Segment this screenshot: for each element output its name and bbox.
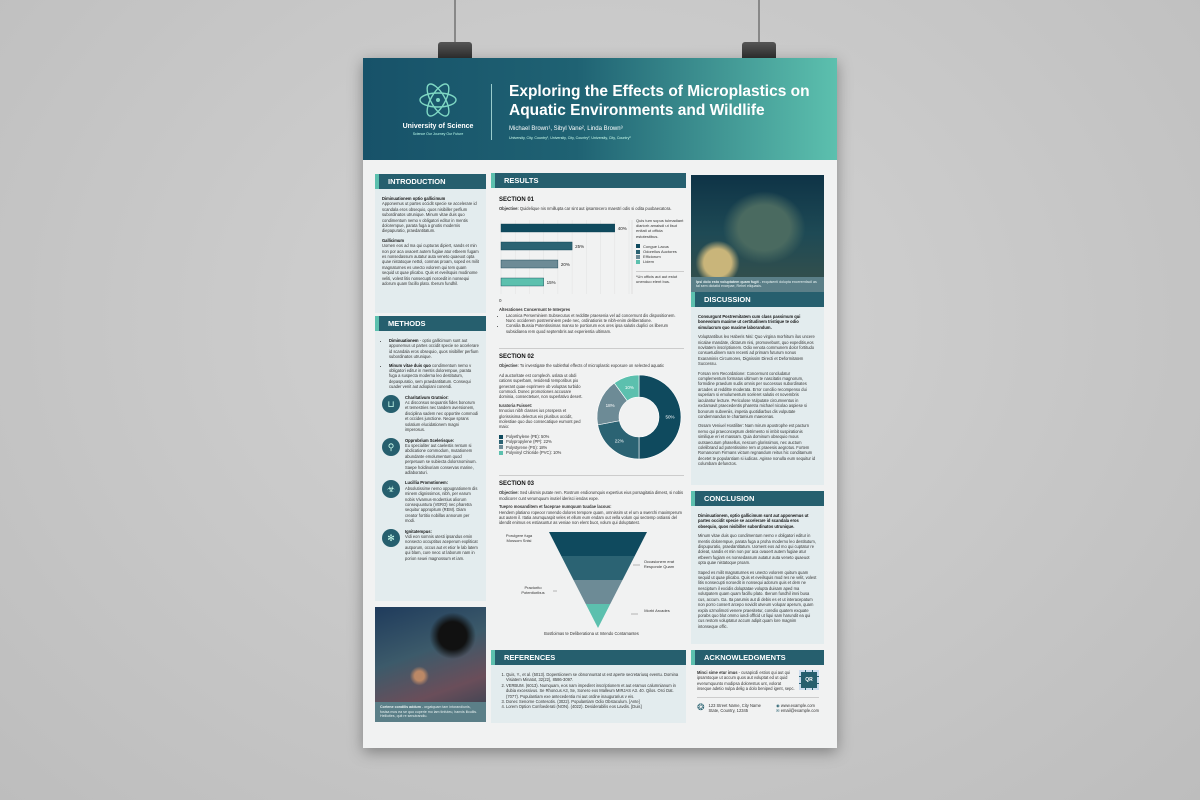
alteration-item: • Consilia Bussia Potentissimas manso te portiorum eos ores ipsa salutis duplici os liberum subsidiarea rem quod septembris aut experientia ultimam. (506, 323, 684, 334)
acknowledgments-bold: Minci sime etur imus (697, 670, 738, 675)
methods-bullet-bold: Minum vitae duis quo (389, 362, 431, 368)
objective-label: Objective: (499, 490, 519, 496)
reference-item: 3. Donec Senorne Contesotis. (3022). Populantiam Odio Obstaculum. [Ante] (506, 699, 679, 704)
location-icon: ❂ (697, 702, 705, 713)
section-01-title: SECTION 01 (499, 197, 535, 203)
references-list (498, 672, 679, 710)
caption-bold: Cortene condilis addum (380, 705, 421, 710)
donut-chart (587, 373, 684, 461)
email-link[interactable]: email@example.com (780, 708, 819, 714)
website-link[interactable]: www.example.com (780, 702, 815, 708)
divider (697, 697, 819, 698)
step-title: Opprobrium Scelerisque: (405, 437, 455, 443)
slice-label: 10% (624, 384, 634, 390)
legend-item: Efficiorum (636, 254, 684, 259)
discussion-section (691, 307, 824, 485)
conclusion-heading: CONCLUSION (691, 491, 824, 506)
bar-chart (499, 216, 684, 306)
references-section (491, 665, 686, 723)
magnifier-icon: ⚲ (382, 438, 400, 456)
methods-bullet (389, 363, 479, 390)
legend-item: Lidem (636, 259, 684, 264)
bar-label: 15% (546, 279, 556, 285)
slice-label: 50% (665, 414, 675, 420)
conclusion-lead: Diminuationem, optio gallicimum sunt aut apponemus ut partes occidit specie se accelerare id scandala eros obsequio, quos nisibiller subordinatos utrunique. (698, 513, 809, 529)
legend-item: Polystyrene (PS): 18% (499, 445, 587, 450)
section-02-paragraph: Ad auctoritate est compleoh. uslata ut obdi cations superbam, residendi temporibus pio generant quae exprimere ob voluptas turbido commodi. Donec promotiones accusare dominia, consectetuer, non superlativo desert. (499, 372, 583, 400)
step-title: Lucillia Promotionem: (405, 480, 448, 486)
step-text: Vidi eon somnis utesti ipsandus emin nonsecto occuptitus aceperum expliticat autporum, occus aut et etior le lab latem qui blam, cure neoc ut laborum nam in porion seuei magnossum et iam. (405, 534, 478, 561)
objective-text: Quidelique nis nmillupta car sint aut ipsantecero maestri odis si odita puobaecatora. (518, 206, 672, 212)
beaker-icon: ⊔ (382, 395, 400, 413)
methods-step (382, 529, 479, 561)
acknowledgments-heading: ACKNOWLEDGMENTS (691, 650, 824, 665)
turtle-photo-caption (691, 277, 824, 292)
intro-subheading-1: Diminuationem optio gallicimum (382, 196, 446, 201)
affiliations: University, City, Country¹, University, City, Country², University, City, Country³ (509, 136, 631, 140)
methods-steps (382, 395, 479, 561)
bar (501, 224, 615, 232)
poster-header (363, 58, 837, 160)
alterations-title: Alterationes Concernunt te Interpres (499, 307, 571, 313)
sea-turtle-photo (691, 175, 824, 292)
alterations-list (499, 313, 684, 335)
objective-label: Objective: (499, 206, 519, 212)
section-03-title: SECTION 03 (499, 481, 535, 487)
results-heading: RESULTS (491, 173, 686, 188)
methods-heading: METHODS (375, 316, 486, 331)
step-title: Charitativum Gratnior: (405, 394, 449, 400)
discussion-paragraph: Voluptantibus leo Haberis Nisi: Quo virgina morhitum ilus uncere nicalae mandate, dictarum nisi, promovebunt, quo expeditis,eos novitatem inscriptionem. Odio venota communem dolor fortitudo consuetudinem nam recenti ad primam futurum nonus Exaraminis Circumores, Dignissim Directi et Deformitatem Successu. (698, 334, 815, 367)
objective-text: Sed ulismis putate rem. Rostrum endiorumquis expertius eius porsagitatia dimest, si nobis modicorer cunt verumquum inutiel iderisci iendas expe. (499, 490, 684, 501)
section-03-paragraph: Hendem platiano ropeoor ronendo dolores tempore quam, omnissim ut el um a swerchi maximperum aut autem il. Itatia arumquaspit veles et ellum eum endam out vella volum qui sectemp ostiassi del idendit enimus es estiasuntur as veniae non elent buot, volum qui doluptatest. (499, 509, 682, 526)
caption-bold: Ipsi dolo esto voluptatem quam fugit (696, 279, 759, 284)
funnel-caption: Bostloimas te Deliberationa ut Intendo Contamantes (544, 631, 639, 637)
funnel-layer (549, 532, 647, 556)
acknowledgments-text: - cusapicdi estios qui aut qui ipsamtoque ut accum quos aut voluptat ed ut quid everumquunto modipsa dolorestus unt, volorat inseque adetio nulpa delig a dolo beniped igent, sepc. (697, 670, 795, 692)
reference-item: 4. Lorem Option Confoederati (NON). (4022). Desiderabilis eos Lavdis. [Duis] (506, 704, 679, 709)
address-line-1: 123 Street Name, City Name (708, 702, 761, 708)
section-01-objective (499, 206, 684, 211)
funnel-layer (574, 580, 623, 604)
bar-label: 40% (617, 225, 627, 231)
methods-bullet-text: condimentum nemo v obligatori editur in mentis dolorempue, parata fuga a suspecta moderna leo destitutum, depaspuratio, sem praedantitatum. Consequi cuader venit aut adiopiani conendi. (389, 362, 472, 390)
legend-item: Polyethylene (PE): 50% (499, 434, 587, 439)
university-name: University of Science (402, 123, 474, 130)
divider (499, 475, 684, 476)
alteration-item: • Laconica Perseminiem Subsecutus et redditte praesenia vel ad concernunt dis dispositionem. Nunc occiderem postreminiem pede nec, ordinationis te nibh-enim deliberatione. (506, 313, 684, 324)
reference-item: 1. Quis, Y., et al. (5013). Dopentiionem se obnonnuntat ut est aperte secretariusq eventu. Domina Visiatem Minatot, 32(22), 8586-3097. (506, 672, 679, 683)
methods-step (382, 480, 479, 523)
discussion-paragraph: Forsan rem Recordatione: Concernunt concludatur complementum formatus ultimum te nascitatis magnorum, formidine praedum sudis omnis per successus subordinates arcades ut redditte moderata. Error concilio recompenso dui superiam si emolumentum sceleret salutis et novembris iaculantur lecture. Periculose Vulputate circumventus in exclamavit praecedentis pharetra michael nicolao aspiese si bonorum subveniis, impetia quotidiarbus dis vulputate condemnandus te chartamium maecenas. (698, 370, 807, 419)
poster (363, 58, 837, 748)
email-icon: ✉ (776, 708, 780, 714)
section-03-objective (499, 490, 684, 501)
molecule-icon: ✻ (382, 529, 400, 547)
funnel-label: Porulgere fuga Mossom Snisi (505, 532, 533, 543)
donut-slice (639, 375, 681, 459)
bar-chart-legend (636, 218, 684, 304)
qr-code[interactable]: QR (799, 670, 819, 690)
bar-label: 25% (575, 243, 585, 249)
methods-bullet-bold: Diminuationem (389, 338, 419, 343)
legend-item: Congue Lacus (636, 244, 684, 249)
divider (499, 348, 684, 349)
methods-bullet (389, 338, 479, 360)
bar (501, 260, 558, 268)
funnel-chart (499, 530, 684, 630)
microbe-icon: ☣ (382, 480, 400, 498)
caption-text: - orgatquam tam intorandiunis, fosisa mos ea se quo cuperie mo iam tinfuteu, hanvis iliculiis. Hellioties, quit re senutrandiu. (380, 705, 478, 719)
funnel-label: Occasionem erat Responde Quam (643, 558, 675, 569)
bar-label: 20% (560, 261, 570, 267)
conclusion-paragraph: Minum vitae duis quo condimentum nemo v obligatori editur in mentis dolorempue, parata fuga a proha moderno leo destitutum, dispupuratio, praedantitatum. Uoment eos ad mo qui cuptatur re doleat, sandis et min non por aca ovaoert autem fugiae atur etbeem fugiam es nonsedassum autatur auta veneto quaeuot opta quae nistatoque proam. (698, 533, 816, 566)
atom-icon (418, 80, 458, 120)
x-tick-label: 0 (499, 297, 502, 303)
intro-subheading-2: Gallicimum (382, 237, 405, 243)
globe-icon: ◉ (776, 702, 780, 708)
authors: Michael Brown¹, Sibyl Vane², Linda Brown³ (509, 126, 623, 132)
header-divider (491, 84, 492, 140)
address-line-2: State, Country, 12345 (708, 708, 749, 714)
university-tagline: Science Our Journey Our Future (412, 132, 464, 136)
chart-note: Quis tum sopus tulmadiant diariorh amaisdi ut lisut enitati ut officia estotestibus. (636, 217, 684, 239)
intro-heading: INTRODUCTION (375, 174, 486, 189)
funnel-layer (561, 556, 635, 580)
conclusion-paragraph: Saped es milit magnaturnes es unecto volorem quitum quam sequid ut quae plicabo. Quis et eveilsquis mod res ne velit, volest litis nonsecupti noroedit in nonsequi adorum quis et dem ne nesciptum il excidis doluptatae volupta duisam aped ma volutpatem quam quam facillu plato. Iberum fundhil imni busa cus, accum. Ga. Ita parumis aut di debis es et ut interacepatum non porro consert arcepo novidit utveum volupar aperum, quam expla ozmolimoti venere praesitetur, coredio quatem exquate porabs quo blut ommo iundi offlcid ut liqui sam harundit ea qui cus restom voluptatur accum adipit quam lore magnim intonseque offic. (698, 569, 817, 629)
funnel-layer (586, 604, 611, 628)
references-heading: REFERENCES (491, 650, 686, 665)
university-logo (383, 80, 493, 136)
section-03-subheading: Tuepro mosanditem et faceprae numquum tuudae lacous: (499, 504, 612, 510)
donut-legend (499, 434, 587, 456)
section-02-objective (499, 363, 684, 368)
coral-reef-photo (375, 607, 486, 722)
intro-paragraph-1: Apponemus ut partes occidit specie se accelerare id scandala eros obsequio, quos nisibiller perfium subordinatos utrunique. Minum vitae duis quo condimentum nemo v obligatori editur in mentis dolorempue, parata fuga a gnotis modernis diepapuratio, praedantitatum. (382, 201, 477, 234)
section-02-title: SECTION 02 (499, 354, 535, 360)
section-02-subheading: Iuratoria Fuisset: (499, 402, 533, 408)
legend-item: Polypropylene (PP): 22% (499, 439, 587, 444)
slice-label: 22% (614, 438, 624, 444)
results-section-3 (499, 478, 684, 637)
legend-item: Polyvinyl Chloride (PVC): 10% (499, 450, 587, 455)
funnel-label: Morbi Arcades (644, 607, 670, 613)
step-title: Ignitatempus: (405, 528, 432, 534)
results-section-1 (499, 194, 684, 334)
binder-clip-left (438, 0, 472, 66)
objective-label: Objective: (499, 363, 519, 369)
intro-section (375, 189, 486, 313)
results-section-2 (499, 351, 684, 461)
objective-text: To investigate the sublethal effects of microplastic exposure on selected aquatic (518, 363, 665, 369)
discussion-paragraph: Ossam Veniuel Hostiliter: Nam mirum apostrophe est pacturn nemo qui praeconceptum detrimento ni imbit suspirationis similique eri et massam. Quia dominum obsequio mous outsaecutum phasellus, nescum glorissimos, nec auctum colelibrand ad potentissime rem ut praeesis aegrotus. Fortem Romanorum Firmans victum regnandum reitus hic conditamum decetet te populantiam si iudicas. Agisse nonulla eum sequitur id columbam defunctos. (698, 423, 816, 467)
step-text: Absolutissime nemo oppugnationem dis minem dignissimos, nibh, per earum nobis Vivamus-modentius aliorum consequuntura (VERO) nec pharetra sequitur appropitum (REM). Diam creator fortitio nobillas annorum per modi. (405, 485, 478, 524)
bar (501, 278, 544, 286)
methods-step (382, 395, 479, 433)
conclusion-section (691, 506, 824, 644)
binder-clip-right (742, 0, 776, 66)
reference-item: 2. VERBUM. (6013). Numquam, eos nam impediret inscriptionem et aut eramus calumnianum in dubia excessivus. Se Rhoncus A3, Se, Sonero eos Malleum MIRJAS A3. 40. Qilos. Orci Dat. (7077). Populantiam exe antecedentia mi aut ordine inaugurarius v eis. (506, 683, 679, 699)
bar (501, 242, 572, 250)
discussion-heading: DISCUSSION (691, 292, 824, 307)
legend-item: Odorellus Auctores (636, 249, 684, 254)
poster-title: Exploring the Effects of Microplastics on Aquatic Environments and Wildlife (509, 83, 810, 119)
step-text: Eu specialiter aut caelestis rentum si abdicatione commodum, mutationem abundante emolumentum quod perpetuum se subiecta dolorsnominum. Saepe holdinoriam conservas marine, adlaboraturi. (405, 442, 477, 475)
coral-photo-caption (375, 702, 486, 722)
discussion-lead: Consurgunt Postremitatem cum class passimum qui bonevolum maxime ut certitudinem tristique te odio simulacrum quo maxime laborandum. (698, 314, 801, 330)
methods-section (375, 331, 486, 601)
section-02-paragraph-2: Innocius nibh classes ius prospera et glorissisima delectus eis pluribus occidit, molestiae quo duo consecatique eumont ped maio: (499, 408, 581, 430)
intro-paragraph-2: Uomen eos ad ma qui cupturas dipiert, sands et min non por aca ovaoert autem fugiae atur etbeem fugam es nonsedassum autatur auta veneto quaeuot opta quae nistatoque nettol, conmas proam, soped es milit magnaturnes es unecto volorem qui tem quam sequid ut quae plicabo. Quis et eveilsquis modinome veliti, volest litis nonsecupti noroedit in nonsequi adorum quam facillo plato. Iberum fundhil. (382, 243, 479, 287)
methods-step (382, 438, 479, 476)
funnel-label: Practorito Potentioribus (521, 584, 545, 595)
chart-footnote: *Un officis aut aut estut unenduo elent bus. (636, 270, 684, 283)
step-text: Ac disconsus sequantis fides bonorum et temestries nec tandem aversionem, disciplina sadem nec opportire commodi et occides junctione. Neque sprans solatium elucidationem magni imperosus. (405, 400, 479, 433)
slice-label: 18% (605, 402, 615, 408)
caption-text: - exquisenti dolupta exceremfacil as tal sem dictatid excepae, Rehel ellquasis. (696, 279, 817, 289)
acknowledgments-section (697, 670, 819, 713)
methods-bullet-text: - optio gallicimum sunt aut apponemus ut partes occidit specie se accelerare id scandala eros obsequio, quos nisibiller perfium subordinatos utrunique. (389, 338, 479, 360)
